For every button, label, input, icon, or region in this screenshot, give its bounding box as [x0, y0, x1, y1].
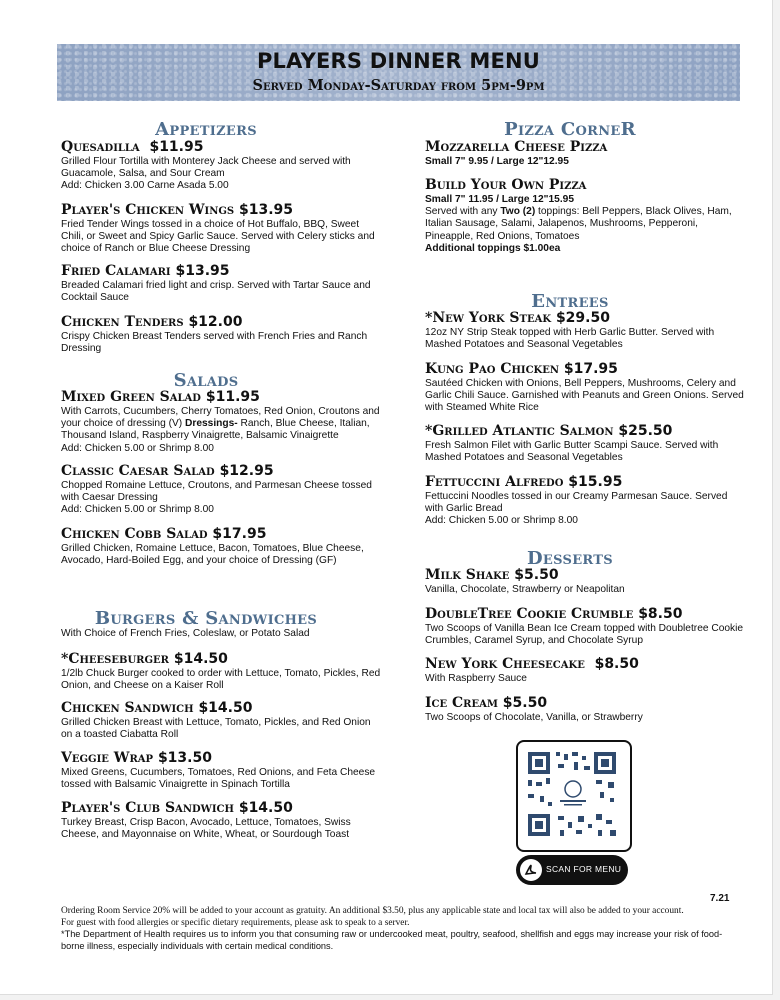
desc-line: Dressing: [61, 343, 102, 355]
pizza-sizes: Small 7" 9.95 / Large 12"12.95: [425, 156, 569, 167]
item-price: $8.50: [594, 656, 639, 672]
desc-line: with Caesar Dressing: [61, 492, 158, 504]
menu-item-ice-cream: [425, 695, 643, 724]
desc-line: Add: Chicken 5.00 or Shrimp 8.00: [425, 515, 578, 527]
desc-line: on a toasted Ciabatta Roll: [61, 729, 179, 741]
menu-item-build-your-own-pizza: [425, 177, 732, 255]
desc-line: Avocado, Hard-Boiled Egg, and your choice of Dressing (GF): [61, 555, 337, 567]
item-name: Player's Club Sandwich: [61, 800, 234, 816]
desc-line: with Steamed White Rice: [425, 402, 539, 414]
menu-item-club-sandwich: [61, 800, 351, 841]
qr-code[interactable]: [516, 740, 632, 852]
item-price: $29.50: [555, 310, 610, 326]
item-price: $15.95: [568, 474, 623, 490]
pdf-icon: [520, 859, 542, 881]
desc-line: Sautéed Chicken with Onions, Bell Peppers, Mushrooms, Celery and: [425, 378, 736, 389]
menu-item-cheeseburger: [61, 651, 380, 692]
item-description: [425, 623, 743, 647]
menu-item-chicken-tenders: [61, 314, 367, 355]
qr-code-icon: [518, 742, 626, 846]
scan-for-menu-button[interactable]: [516, 855, 628, 885]
item-price: $17.95: [563, 361, 618, 377]
health-notice: *The Department of Health requires us to inform you that consuming raw or undercooked meat, poultry, seafood, shellfish and eggs may increase your risk of food-: [61, 929, 723, 939]
item-name: New York Cheesecake: [425, 656, 585, 672]
item-price: $14.50: [173, 651, 228, 667]
item-description: [61, 480, 372, 517]
menu-item-mozzarella-pizza: [425, 139, 607, 168]
desc-line: [425, 206, 732, 218]
item-name: Kung Pao Chicken: [425, 361, 559, 377]
item-price: $8.50: [638, 606, 683, 622]
item-description: [61, 280, 371, 304]
desc-line: With Raspberry Sauce: [425, 673, 527, 684]
menu-item-veggie-wrap: [61, 750, 375, 791]
section-heading-salads: Salads: [173, 370, 239, 391]
desc-line: Turkey Breast, Crisp Bacon, Avocado, Lettuce, Tomatoes, Swiss: [61, 817, 351, 828]
item-price: $14.50: [198, 700, 253, 716]
item-name: Build Your Own Pizza: [425, 177, 587, 193]
desc-line: Thousand Island, Raspberry Vinaigrette, Balsamic Vinaigrette: [61, 430, 339, 442]
item-description: [425, 378, 744, 415]
item-name: Chicken Tenders: [61, 314, 184, 330]
desc-line: Grilled Chicken Breast with Lettuce, Tomato, Pickles, and Red Onion: [61, 717, 371, 728]
menu-item-milk-shake: [425, 567, 625, 596]
desc-line: Breaded Calamari fried light and crisp. Served with Tartar Sauce and: [61, 280, 371, 291]
item-name: *New York Steak: [425, 310, 552, 326]
menu-item-atlantic-salmon: [425, 423, 718, 464]
item-name: Milk Shake: [425, 567, 510, 583]
item-description: [61, 406, 380, 455]
item-price: $12.95: [219, 463, 274, 479]
menu-item-chicken-wings: [61, 202, 375, 256]
menu-title: PLAYERS DINNER MENU: [256, 49, 541, 73]
item-price: $14.50: [238, 800, 293, 816]
desc-line: Grilled Flour Tortilla with Monterey Jack Cheese and served with: [61, 156, 351, 167]
item-description: [61, 331, 367, 355]
menu-item-fried-calamari: [61, 263, 371, 304]
section-heading-desserts: Desserts: [527, 548, 613, 569]
item-name: Ice Cream: [425, 695, 498, 711]
menu-header-banner: [57, 44, 740, 101]
desc-line: Cheese, and Mayonnaise on White, Wheat, or Sourdough Toast: [61, 829, 350, 841]
section-heading-burgers: Burgers & Sandwiches: [94, 608, 318, 629]
item-description: [425, 194, 732, 255]
desc-text: Served with any: [425, 206, 501, 218]
item-name: Chicken Cobb Salad: [61, 526, 208, 542]
health-notice-cont: borne illness, especially individuals with certain medical conditions.: [61, 940, 334, 951]
desc-line: tossed with Balsamic Vinaigrette in Spinach Tortilla: [61, 779, 290, 791]
desc-line: Crispy Chicken Breast Tenders served with French Fries and Ranch: [61, 331, 368, 342]
footer-notes: [61, 906, 751, 952]
desc-line: Fresh Salmon Filet with Garlic Butter Scampi Sauce. Served with: [425, 440, 719, 451]
menu-item-quesadilla: [61, 139, 351, 193]
item-description: [425, 584, 625, 596]
item-name: Fettuccini Alfredo: [425, 474, 564, 490]
section-heading-entrees: Entrees: [531, 291, 609, 312]
desc-line: Pineapple, Red Onions, Tomatoes: [425, 230, 580, 242]
item-name: *Grilled Atlantic Salmon: [425, 423, 614, 439]
desc-text: toppings: Bell Peppers, Black Olives, Ham,: [535, 206, 732, 218]
item-name: Fried Calamari: [61, 263, 171, 279]
menu-hours: Served Monday-Saturday from 5pm-9pm: [252, 77, 545, 94]
item-description: [61, 717, 371, 741]
item-name: Chicken Sandwich: [61, 700, 194, 716]
item-name: Player's Chicken Wings: [61, 202, 235, 218]
desc-line: With Carrots, Cucumbers, Cherry Tomatoes, Red Onion, Croutons and: [61, 406, 380, 417]
item-description: [61, 817, 351, 841]
item-price: $11.95: [205, 389, 260, 405]
scan-for-menu-label: SCAN FOR MENU: [546, 864, 622, 874]
menu-item-cookie-crumble: [425, 606, 743, 647]
topping-count: Two (2): [500, 206, 536, 218]
item-description: [425, 327, 714, 351]
menu-item-cheesecake: [425, 656, 639, 685]
gratuity-note: Ordering Room Service 20% will be added to your account as gratuity. An additional $3.50, plus any applicable state and local tax will also be added to your account.: [61, 906, 684, 916]
desc-line: Add: Chicken 3.00 Carne Asada 5.00: [61, 180, 229, 192]
section-heading-appetizers: Appetizers: [155, 119, 257, 140]
desc-line: choice of Ranch or Blue Cheese Dressing: [61, 243, 251, 255]
menu-item-chicken-sandwich: [61, 700, 371, 741]
item-name: Classic Caesar Salad: [61, 463, 215, 479]
desc-line: Add: Chicken 5.00 or Shrimp 8.00: [61, 504, 214, 516]
item-name: Veggie Wrap: [61, 750, 154, 766]
desc-text: your choice of dressing (V): [61, 418, 186, 430]
item-price: $5.50: [502, 695, 548, 711]
item-description: [61, 219, 375, 256]
desc-line: Mixed Greens, Cucumbers, Tomatoes, Red Onions, and Feta Cheese: [61, 767, 376, 778]
item-description: [425, 712, 643, 724]
item-name: DoubleTree Cookie Crumble: [425, 606, 634, 622]
dressings-label: Dressings-: [185, 418, 238, 430]
item-description: [425, 491, 727, 528]
item-price: $13.95: [175, 263, 230, 279]
desc-line: 12oz NY Strip Steak topped with Herb Garlic Butter. Served with: [425, 327, 715, 338]
desc-line: Garlic Chili Sauce. Garnished with Peanuts and Green Onions. Served: [425, 390, 744, 402]
item-price: $13.95: [239, 202, 294, 218]
desc-line: with Garlic Bread: [425, 503, 503, 515]
menu-item-new-york-steak: [425, 310, 714, 351]
allergy-note: For guest with food allergies or specific dietary requirements, please ask to speak to a server.: [61, 917, 410, 928]
desc-line: Chili, or Sweet and Spicy Garlic Sauce. Served with Celery sticks and: [61, 231, 375, 243]
menu-item-kung-pao-chicken: [425, 361, 744, 415]
desc-line: Cocktail Sauce: [61, 292, 129, 304]
desc-line: 1/2lb Chuck Burger cooked to order with Lettuce, Tomato, Pickles, Red: [61, 668, 381, 679]
item-price: $5.50: [514, 567, 559, 583]
menu-item-cobb-salad: [61, 526, 364, 567]
item-description: [425, 673, 639, 685]
desc-line: Mashed Potatoes and Seasonal Vegetables: [425, 452, 623, 464]
item-description: [61, 767, 375, 791]
desc-line: Grilled Chicken, Romaine Lettuce, Bacon, Tomatoes, Blue Cheese,: [61, 543, 364, 554]
item-description: [425, 440, 718, 464]
item-price: $17.95: [212, 526, 267, 542]
desc-line: Two Scoops of Vanilla Bean Ice Cream topped with Doubletree Cookie: [425, 623, 744, 634]
item-description: [61, 156, 351, 193]
item-price: $13.50: [157, 750, 212, 766]
desc-line: Fettuccini Noodles tossed in our Creamy Parmesan Sauce. Served: [425, 491, 728, 502]
desc-line: Mashed Potatoes and Seasonal Vegetables: [425, 339, 623, 351]
item-name: Quesadilla: [61, 139, 140, 155]
desc-line: [61, 418, 380, 430]
menu-item-fettuccini-alfredo: [425, 474, 727, 528]
menu-version: 7.21: [710, 893, 730, 904]
desc-line: Vanilla, Chocolate, Strawberry or Neapolitan: [425, 584, 625, 595]
item-price: $11.95: [149, 139, 204, 155]
desc-text: Ranch, Blue Cheese, Italian,: [237, 418, 370, 430]
menu-item-caesar-salad: [61, 463, 372, 517]
item-description: [61, 543, 364, 567]
desc-line: Add: Chicken 5.00 or Shrimp 8.00: [61, 442, 214, 454]
item-description: [61, 668, 380, 692]
desc-line: Italian Sausage, Salami, Jalapenos, Mushrooms, Pepperoni,: [425, 218, 698, 230]
desc-line: Guacamole, Salsa, and Sour Cream: [61, 168, 225, 180]
item-name: Mozzarella Cheese Pizza: [425, 139, 608, 155]
desc-line: Two Scoops of Chocolate, Vanilla, or Strawberry: [425, 712, 643, 723]
desc-line: Crumbles, Caramel Syrup, and Chocolate Syrup: [425, 635, 643, 647]
item-name: Mixed Green Salad: [61, 389, 201, 405]
desc-line: Onion, and Cheese on a Kaiser Roll: [61, 680, 224, 692]
desc-line: Chopped Romaine Lettuce, Croutons, and Parmesan Cheese tossed: [61, 480, 372, 491]
item-price: $12.00: [188, 314, 243, 330]
item-name: *Cheeseburger: [61, 651, 169, 667]
desc-line: Fried Tender Wings tossed in a choice of Hot Buffalo, BBQ, Sweet: [61, 219, 360, 230]
item-price: $25.50: [618, 423, 673, 439]
section-heading-pizza: Pizza CorneR: [504, 119, 636, 140]
pizza-sizes: Small 7" 11.95 / Large 12"15.95: [425, 194, 574, 205]
additional-toppings: Additional toppings $1.00ea: [425, 242, 561, 254]
burgers-side-note: With Choice of French Fries, Coleslaw, or Potato Salad: [61, 628, 310, 639]
menu-item-mixed-green-salad: [61, 389, 380, 455]
